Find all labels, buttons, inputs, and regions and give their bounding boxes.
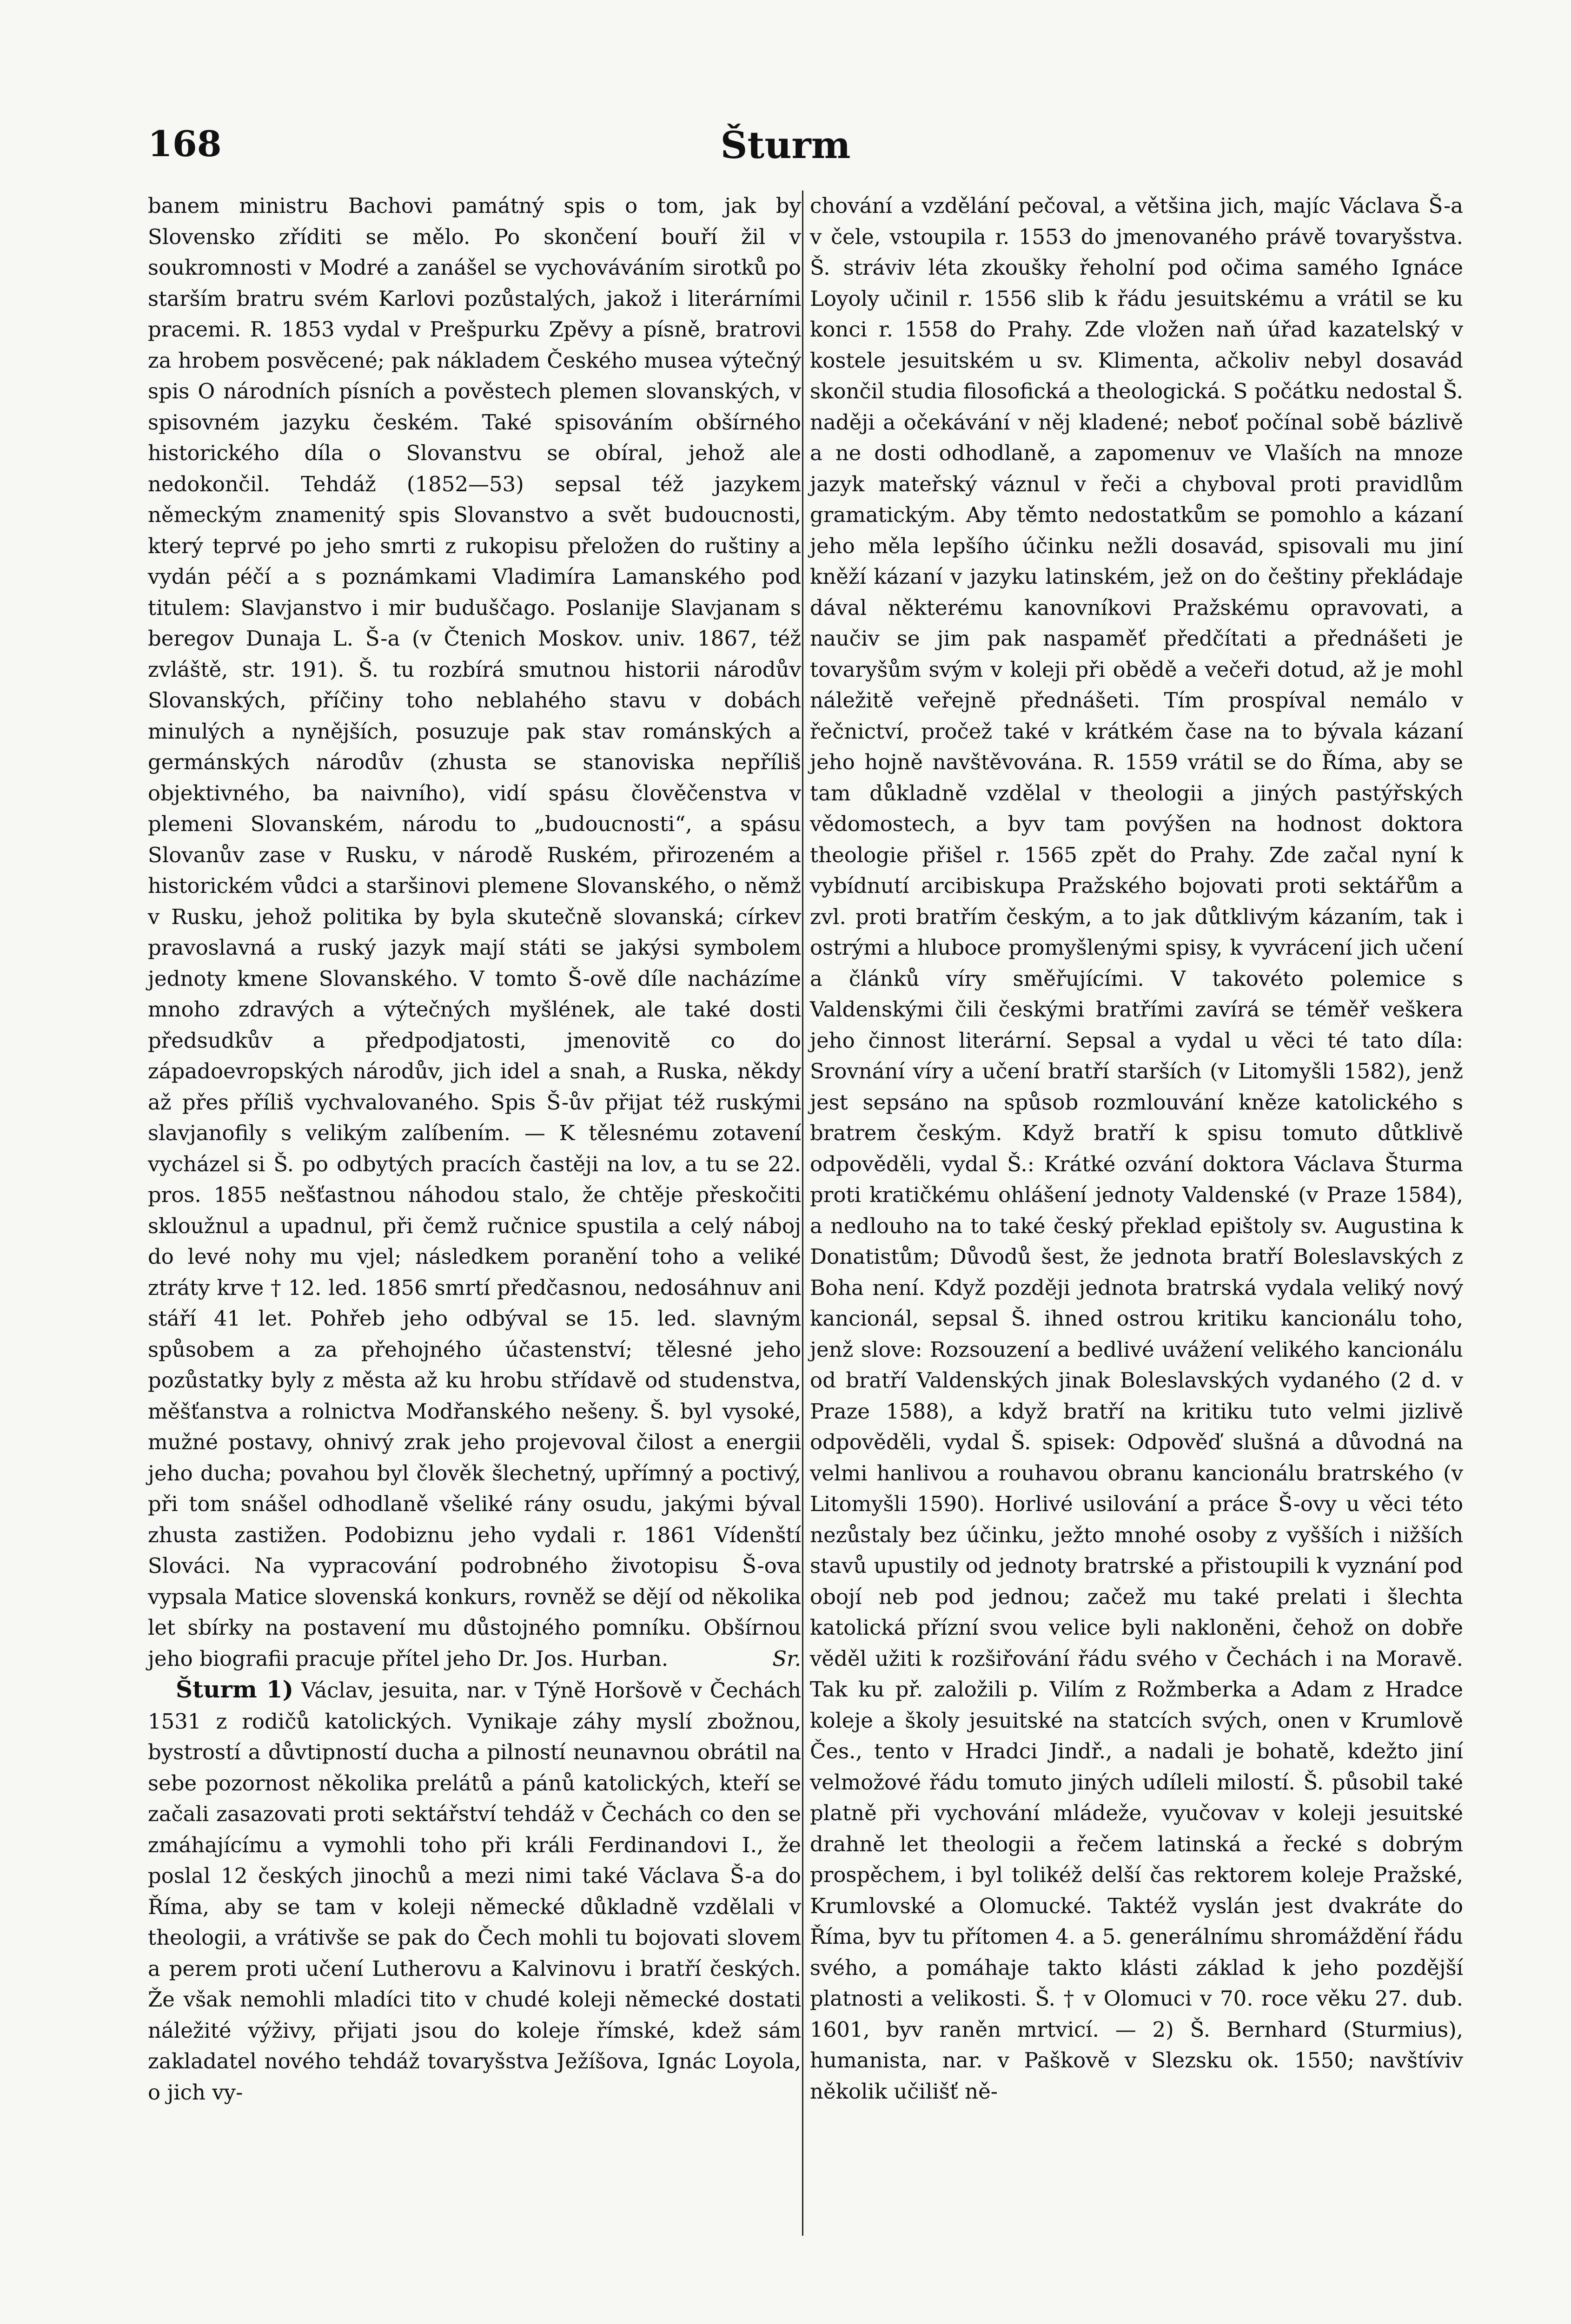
entry-headword: Šturm 1)	[176, 1676, 294, 1703]
author-signature: Sr.	[772, 1646, 801, 1671]
entry-sturm	[148, 1674, 801, 2108]
entry-text: Václav, jesuita, nar. v Týně Horšově v Čechách 1531 z rodičů katolických. Vynikaje záhy myslí zbožnou, bystrostí a důvtipností ducha a pilností neunavnou obrátil na sebe pozornost několika prelátů a pánů katolických, kteří se začali zasazovati proti sektářství tehdáž v Čechách co den se zmáhajícímu a vymohli toho při králi Ferdinandovi I., že poslal 12 českých jinochů a mezi nimi také Václava Š-a do Říma, aby se tam v koleji německé důkladně vzdělali v theologii, a vrátivše se pak do Čech mohli tu bojovati slovem a perem proti učení Lutherovu a Kalvinovu i bratří českých. Že však nemohli mladíci tito v chudé koleji německé dostati náležité výživy, přijati jsou do koleje římské, kdež sám zakladatel nového tehdáž tovaryšstva Ježíšova, Ignác Loyola, o jich vy-	[148, 1678, 801, 2105]
paragraph-continuation	[148, 191, 801, 1674]
left-column	[148, 191, 801, 2108]
right-column-text: chování a vzdělání pečoval, a většina jich, majíc Václava Š-a v čele, vstoupila r. 1553 do jmenovaného právě tovaryšstva. Š. stráviv léta zkoušky řeholní pod očima samého Ignáce Loyoly učinil r. 1556 slib k řádu jesuitskému a vrátil se ku konci r. 1558 do Prahy. Zde vložen naň úřad kazatelský v kostele jesuitském u sv. Klimenta, ačkoliv nebyl dosavád skončil studia filosofická a theologická. S počátku nedostal Š. naději a očekávání v něj kladené; neboť počínal sobě bázlivě a ne dosti odhodlaně, a zapomenuv ve Vlaších na mnoze jazyk mateřský váznul v řeči a chyboval proti pravidlům gramatickým. Aby těmto nedostatkům se pomohlo a kázaní jeho měla lepšího účinku nežli dosavád, spisovali mu jiní kněží kázaní v jazyku latinském, jež on do češtiny překládaje dával některému kanovníkovi Pražskému opravovati, a naučiv se jim pak naspaměť předčítati a přednášeti je tovaryšům svým v koleji při obědě a večeři dotud, až je mohl náležitě veřejně přednášeti. Tím prospíval nemálo v řečnictví, pročež také v krátkém čase na to bývala kázaní jeho hojně navštěvována. R. 1559 vrátil se do Říma, aby se tam důkladně vzdělal v theologii a jiných pastýřských vědomostech, a byv tam povýšen na hodnost doktora theologie přišel r. 1565 zpět do Prahy. Zde začal nyní k vybídnutí arcibiskupa Pražského bojovati proti sektářům a zvl. proti bratřím českým, a to jak důtklivým kázaním, tak i ostrými a hluboce promyšlenými spisy, k vyvrácení jich učení a článků víry směřujícími. V takovéto polemice s Valdenskými čili českými bratřími zavírá se téměř veškera jeho činnost literární. Sepsal a vydal u věci té tato díla: Srovnání víry a učení bratří starších (v Litomyšli 1582), jenž jest sepsáno na spůsob rozmlouvání kněze katolického s bratrem českým. Když bratří k spisu tomuto důtklivě odpověděli, vydal Š.: Krátké ozvání doktora Václava Šturma proti kratičkému ohlášení jednoty Valdenské (v Praze 1584), a nedlouho na to také český překlad epištoly sv. Augustina k Donatistům; Důvodů šest, že jednota bratří Boleslavských z Boha není. Když později jednota bratrská vydala veliký nový kancionál, sepsal Š. ihned ostrou kritiku kancionálu toho, jenž slove: Rozsouzení a bedlivé uvážení velikého kancionálu od bratří Valdenských jinak Boleslavských vydaného (2 d. v Praze 1588), a když bratří na kritiku tuto velmi jizlivě odpověděli, vydal Š. spisek: Odpověď slušná a důvodná na velmi hanlivou a rouhavou obranu kancionálu bratrského (v Litomyšli 1590). Horlivé usilování a práce Š-ovy u věci této nezůstaly bez účinku, ježto mnohé osoby z vyšších i nižších stavů upustily od jednoty bratrské a přistoupili k vyznání pod obojí neb pod jednou; začež mu také prelati i šlechta katolická přízní svou velice byli nakloněni, čehož on dobře věděl užiti k rozšiřování řádu svého v Čechách i na Moravě. Tak ku př. založili p. Vilím z Rožmberka a Adam z Hradce koleje a školy jesuitské na statcích svých, onen v Krumlově Čes., tento v Hradci Jindř., a nadali je bohatě, kdežto jiní velmožové řádu tomuto jiných udíleli milostí. Š. působil také platně při vychování mládeže, vyučovav v koleji jesuitské drahně let theologii a řečem latinská a řecké s dobrým prospěchem, i byl tolikéž delší čas rektorem koleje Pražské, Krumlovské a Olomucké. Taktéž vyslán jest dvakráte do Říma, byv tu přítomen 4. a 5. generálnímu shromáždění řádu svého, a pomáhaje takto klásti základ k jeho pozdější platnosti a velikosti. Š. † v Olomuci v 70. roce věku 27. dub. 1601, byv raněn mrtvicí. — 2) Š. Bernhard (Sturmius), humanista, nar. v Paškově v Slezsku ok. 1550; navštíviv několik učilišť ně-	[810, 193, 1463, 2104]
paragraph-text: banem ministru Bachovi památný spis o tom, jak by Slovensko zříditi se mělo. Po skončení bouří žil v soukromnosti v Modré a zanášel se vychováváním sirotků po starším bratru svém Karlovi pozůstalých, jakož i literárními pracemi. R. 1853 vydal v Prešpurku Zpěvy a písně, bratrovi za hrobem posvěcené; pak nákladem Českého musea výtečný spis O národních písních a pověstech plemen slovanských, v spisovném jazyku českém. Také spisováním obšírného historického díla o Slovanstvu se obíral, jehož ale nedokončil. Tehdáž (1852—53) sepsal též jazykem německým znamenitý spis Slovanstvo a svět budoucnosti, který teprvé po jeho smrti z rukopisu přeložen do ruštiny a vydán péčí a s poznámkami Vladimíra Lamanského pod titulem: Slavjanstvo i mir buduščago. Poslanije Slavjanam s beregov Dunaja L. Š-a (v Čtenich Moskov. univ. 1867, též zvláště, str. 191). Š. tu rozbírá smutnou historii národův Slovanských, příčiny toho neblahého stavu v dobách minulých a nynějších, posuzuje pak stav románských a germánských národův (zhusta se stanoviska nepříliš objektivného, ba naivního), vidí spásu člověčenstva v plemeni Slovanském, národu to „budoucnosti“, a spásu Slovanův zase v Rusku, v národě Ruském, přirozeném a historickém vůdci a staršinovi plemene Slovanského, o němž v Rusku, jehož politika by byla skutečně slovanská; církev pravoslavná a ruský jazyk mají státi se jakýsi symbolem jednoty kmene Slovanského. V tomto Š-ově díle nacházíme mnoho zdravých a výtečných myšlének, ale také dosti předsudkův a předpodjatosti, jmenovitě co do západoevropských národův, jich idel a snah, a Ruska, někdy až přes příliš vychvalovaného. Spis Š-ův přijat též ruskými slavjanofily s velikým zalíbením. — K tělesnému zotavení vycházel si Š. po odbytých pracích častěji na lov, a tu se 22. pros. 1855 nešťastnou náhodou stalo, že chtěje přeskočiti skloužnul a upadnul, při čemž ručnice spustila a celý náboj do levé nohy mu vjel; následkem poranění toho a veliké ztráty krve † 12. led. 1856 smrtí předčasnou, nedosáhnuv ani stáří 41 let. Pohřeb jeho odbýval se 15. led. slavným spůsobem a za přehojného účastenství; tělesné jeho pozůstatky byly z města až ku hrobu střídavě od studenstva, měšťanstva a rolnictva Modřanského nešeny. Š. byl vysoké, mužné postavy, ohnivý zrak jeho projevoval čilost a energii jeho ducha; povahou byl člověk šlechetný, upřímný a poctivý, při tom snášel odhodlaně všeliké rány osudu, jakými býval zhusta zastižen. Podobiznu jeho vydali r. 1861 Vídenští Slováci. Na vypracování podrobného životopisu Š-ova vypsala Matice slovenská konkurs, rovněž se dějí od několika let sbírky na postavení mu důstojného pomníku. Obšírnou jeho biografii pracuje přítel jeho Dr. Jos. Hurban.	[148, 193, 801, 1671]
right-column	[810, 191, 1463, 2107]
page-header	[0, 123, 1571, 174]
column-divider	[802, 191, 803, 2236]
running-head: Šturm	[720, 123, 851, 167]
page-number: 168	[148, 123, 222, 165]
